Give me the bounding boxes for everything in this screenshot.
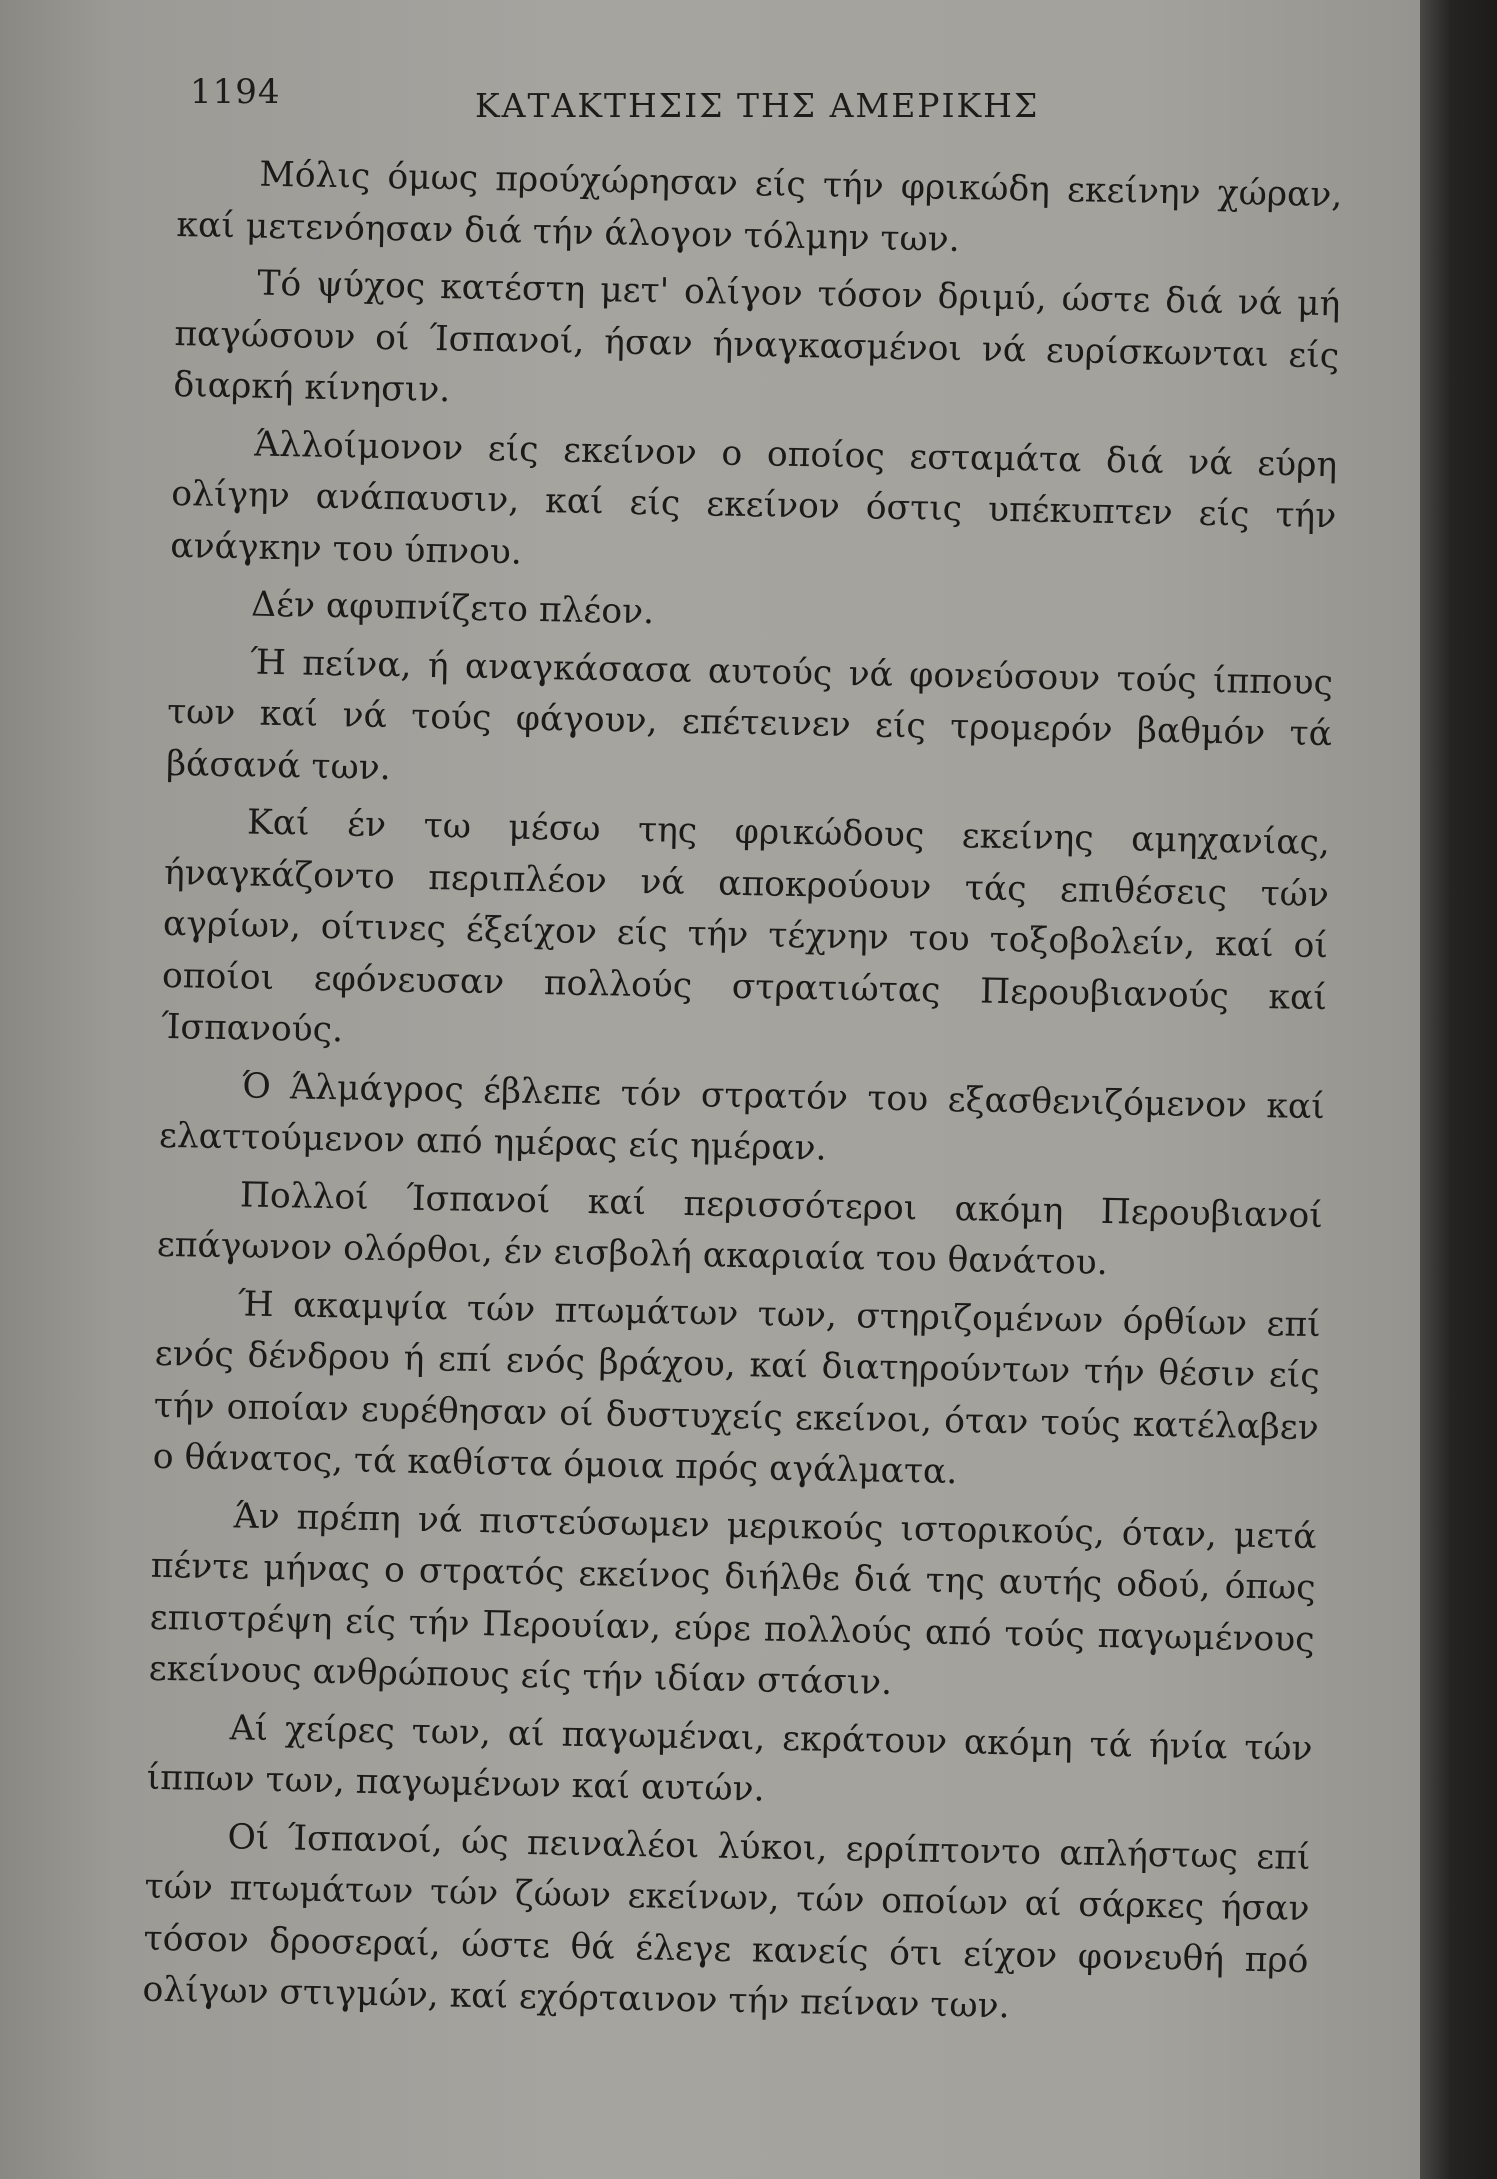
paragraph-7: Ό Άλμάγρος έβλεπε τόν στρατόν του εξασθενιζόμενον καί ελαττούμενον από ημέρας είς ημέραν. — [158, 1065, 1326, 1169]
paragraph-11: Αί χείρες των, αί παγωμέναι, εκράτουν ακόμη τά ήνία τών ίππων των, παγωμένων καί αυτών. — [146, 1707, 1313, 1810]
paragraph-2: Τό ψύχος κατέστη μετ' ολίγον τόσον δριμύ, ώστε διά νά μή παγώσουν οί Ίσπανοί, ήσαν ήναγκασμένοι νά ευρίσκωνται είς διαρκή κίνησιν. — [173, 263, 1341, 411]
running-title: ΚΑΤΑΚΤΗΣΙΣ ΤΗΣ ΑΜΕΡΙΚΗΣ — [475, 86, 1040, 125]
body-text — [142, 148, 1343, 2045]
paragraph-10: Άν πρέπη νά πιστεύσωμεν μερικούς ιστορικούς, όταν, μετά πέντε μήνας ο στρατός εκείνος διήλθε διά της αυτής οδού, όπως επιστρέψη είς τήν Περουίαν, εύρε πολλούς από τούς παγωμένους εκείνους ανθρώπους είς τήν ιδίαν στάσιν. — [148, 1495, 1317, 1703]
paragraph-8: Πολλοί Ίσπανοί καί περισσότεροι ακόμη Περουβιανοί επάγωνον ολόρθοι, έν εισβολή ακαριαία του θανάτου. — [156, 1174, 1324, 1284]
paragraph-1: Μόλις όμως προύχώρησαν είς τήν φρικώδη εκείνην χώραν, καί μετενόησαν διά τήν άλογον τόλμην των. — [176, 154, 1343, 260]
page-number: 1194 — [190, 72, 281, 112]
paragraph-3: Άλλοίμονον είς εκείνον ο οποίος εσταμάτα διά νά εύρη ολίγην ανάπαυσιν, καί είς εκείνον όστις υπέκυπτεν είς τήν ανάγκην του ύπνου. — [169, 424, 1338, 573]
paragraph-12: Οί Ίσπανοί, ώς πειναλέοι λύκοι, ερρίπτοντο απλήστως επί τών πτωμάτων τών ζώων εκείνων, τών οποίων αί σάρκες ήσαν τόσον δροσεραί, ώστε θά έλεγε κανείς ότι είχον φονευθή πρό ολίγων στιγμών, καί εχόρταινον τήν πείναν των. — [142, 1816, 1311, 2027]
paragraph-6: Καί έν τω μέσω της φρικώδους εκείνης αμηχανίας, ήναγκάζοντο περιπλέον νά αποκρούουν τάς επιθέσεις τών αγρίων, οίτινες έξείχον είς τήν τέχνην του τοξοβολείν, καί οί οποίοι εφόνευσαν πολλούς στρατιώτας Περουβιανούς καί Ίσπανούς. — [160, 802, 1331, 1051]
book-spine-shadow — [1420, 0, 1497, 2179]
page-header — [190, 72, 1350, 132]
paragraph-4: Δέν αφυπνίζετο πλέον. — [250, 584, 655, 633]
paragraph-5: Ή πείνα, ή αναγκάσασα αυτούς νά φονεύσουν τούς ίππους των καί νά τούς φάγουν, επέτεινεν είς τρομερόν βαθμόν τά βάσανά των. — [165, 641, 1334, 788]
paragraph-9: Ή ακαμψία τών πτωμάτων των, στηριζομένων όρθίων επί ενός δένδρου ή επί ενός βράχου, καί διατηρούντων τήν θέσιν είς τήν οποίαν ευρέθησαν οί δυστυχείς εκείνοι, όταν τούς κατέλαβεν ο θάνατος, τά καθίστα όμοια πρός αγάλματα. — [152, 1283, 1322, 1493]
